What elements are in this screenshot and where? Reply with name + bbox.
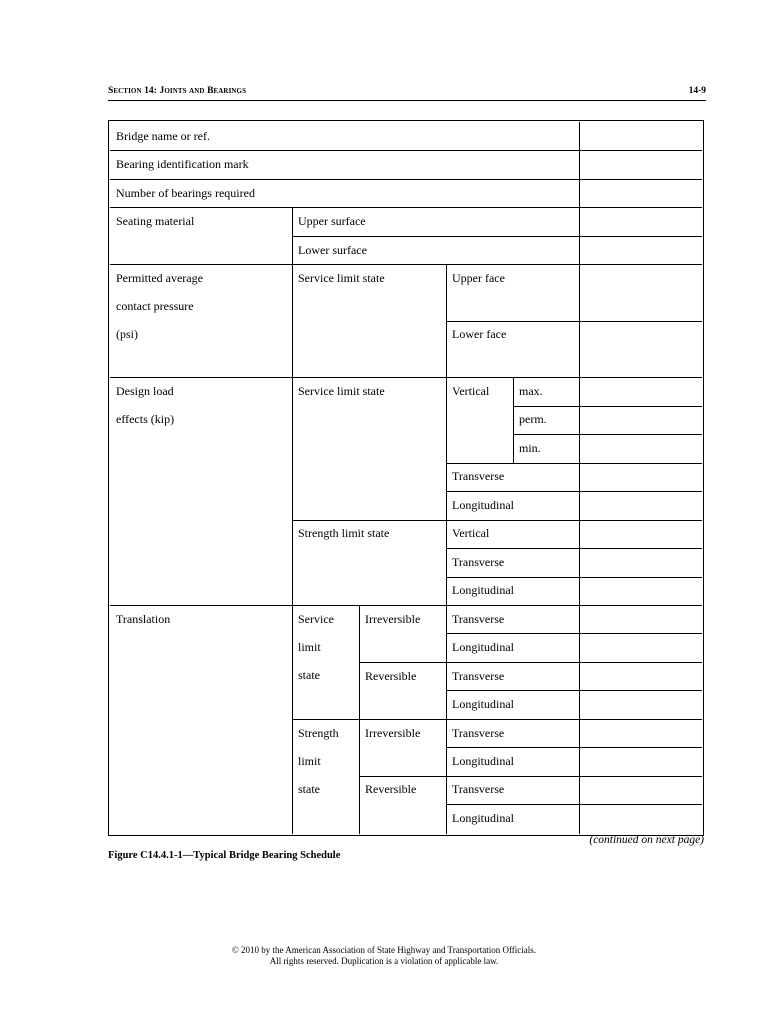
- cell-limit-2: limit: [298, 754, 321, 768]
- cell-lower-surface: Lower surface: [298, 243, 367, 257]
- cell-transverse-6: Transverse: [452, 782, 505, 796]
- cell-bearing-mark: Bearing identification mark: [116, 157, 249, 171]
- copyright-line: © 2010 by the American Association of State Highway and Transportation Officials.: [231, 945, 537, 955]
- cell-design-load-line2: effects (kip): [116, 412, 175, 426]
- cell-service-limit-state-1: Service limit state: [298, 271, 385, 285]
- cell-irreversible-1: Irreversible: [365, 612, 421, 626]
- cell-transverse-1: Transverse: [452, 469, 505, 483]
- cell-reversible-2: Reversible: [365, 782, 417, 796]
- cell-strength: Strength: [298, 726, 339, 740]
- cell-translation: Translation: [116, 612, 171, 626]
- cell-lower-face: Lower face: [452, 327, 507, 341]
- cell-min: min.: [519, 441, 541, 455]
- cell-permitted-line3: (psi): [116, 327, 138, 341]
- cell-limit-1: limit: [298, 640, 321, 654]
- figure-caption: Figure C14.4.1-1—Typical Bridge Bearing Schedule: [108, 850, 341, 861]
- cell-strength-limit-state: Strength limit state: [298, 526, 390, 540]
- cell-transverse-5: Transverse: [452, 726, 505, 740]
- cell-service: Service: [298, 612, 334, 626]
- cell-upper-surface: Upper surface: [298, 214, 366, 228]
- cell-longitudinal-1: Longitudinal: [452, 498, 514, 512]
- cell-design-load-line1: Design load: [116, 384, 174, 398]
- cell-longitudinal-6: Longitudinal: [452, 811, 514, 825]
- cell-longitudinal-5: Longitudinal: [452, 754, 514, 768]
- cell-state-1: state: [298, 668, 320, 682]
- cell-longitudinal-3: Longitudinal: [452, 640, 514, 654]
- cell-perm: perm.: [519, 412, 547, 426]
- cell-transverse-3: Transverse: [452, 612, 505, 626]
- cell-longitudinal-2: Longitudinal: [452, 583, 514, 597]
- cell-bridge-name: Bridge name or ref.: [116, 129, 210, 143]
- cell-vertical-2: Vertical: [452, 526, 490, 540]
- cell-upper-face: Upper face: [452, 271, 505, 285]
- cell-permitted-line1: Permitted average: [116, 271, 203, 285]
- rights-line: All rights reserved. Duplication is a violation of applicable law.: [269, 956, 499, 966]
- cell-reversible-1: Reversible: [365, 669, 417, 683]
- cell-transverse-2: Transverse: [452, 555, 505, 569]
- cell-num-bearings: Number of bearings required: [116, 186, 255, 200]
- cell-longitudinal-4: Longitudinal: [452, 697, 514, 711]
- cell-permitted-line2: contact pressure: [116, 299, 194, 313]
- cell-seating-material: Seating material: [116, 214, 195, 228]
- continued-note: (continued on next page): [589, 834, 704, 846]
- cell-transverse-4: Transverse: [452, 669, 505, 683]
- page-number: 14-9: [688, 86, 706, 96]
- section-title: Section 14: Joints and Bearings: [108, 86, 247, 96]
- cell-vertical-1: Vertical: [452, 384, 490, 398]
- cell-max: max.: [519, 384, 543, 398]
- cell-service-limit-state-2: Service limit state: [298, 384, 385, 398]
- cell-irreversible-2: Irreversible: [365, 726, 421, 740]
- cell-state-2: state: [298, 782, 320, 796]
